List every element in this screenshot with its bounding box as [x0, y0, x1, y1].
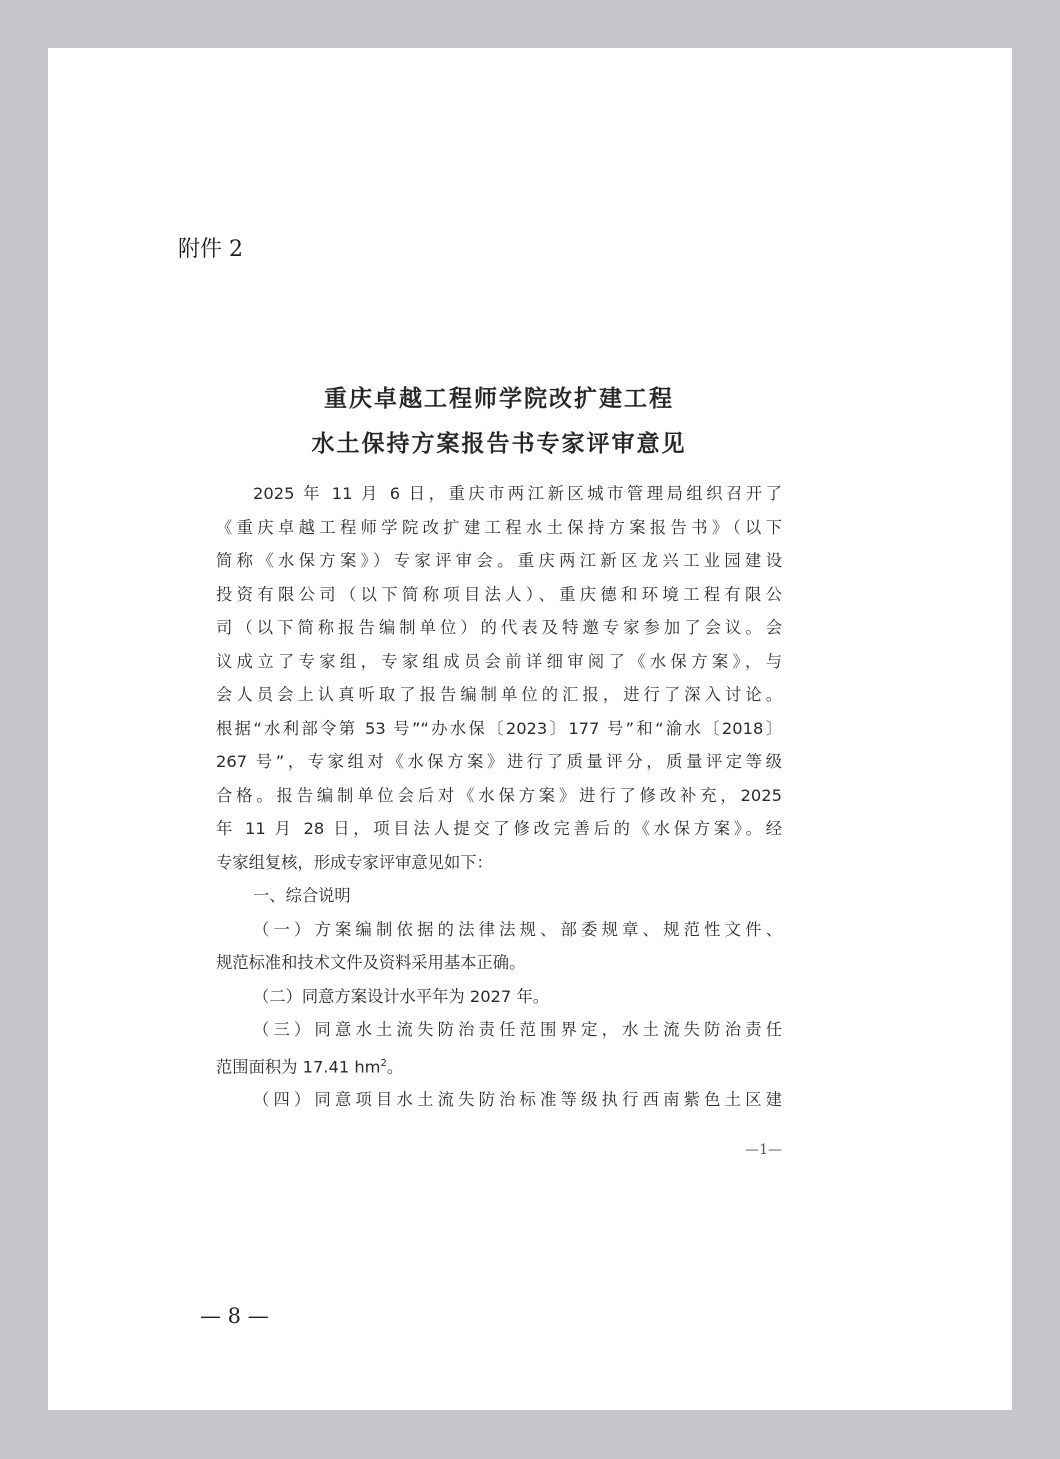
superscript: 2	[380, 1057, 387, 1069]
item-line: 规范标准和技术文件及资料采用基本正确。	[216, 953, 526, 972]
paragraph-line: 合格。报告编制单位会后对《水保方案》进行了修改补充，2025	[216, 785, 782, 805]
paragraph-line: 2025 年 11 月 6 日，重庆市两江新区城市管理局组织召开了	[253, 484, 782, 503]
paragraph-line: 会人员会上认真听取了报告编制单位的汇报，进行了深入讨论。	[216, 685, 782, 704]
outer-page-number: — 8 —	[200, 1304, 269, 1328]
section-heading: 一、综合说明	[253, 886, 351, 905]
item-line: （四）同意项目水土流失防治标准等级执行西南紫色土区建	[253, 1090, 782, 1110]
document-title-line-1: 重庆卓越工程师学院改扩建工程	[324, 386, 674, 412]
item-text: 范围面积为 17.41 hm	[216, 1056, 381, 1076]
item-line: （三）同意水土流失防治责任范围界定，水土流失防治责任	[253, 1020, 782, 1039]
document-title-line-2: 水土保持方案报告书专家评审意见	[311, 431, 687, 457]
item-line: （二）同意方案设计水平年为 2027 年。	[253, 986, 550, 1006]
paragraph-line: 投资有限公司（以下简称项目法人）、重庆德和环境工程有限公	[216, 584, 782, 604]
paragraph-line: 《重庆卓越工程师学院改扩建工程水土保持方案报告书》（以下	[216, 517, 782, 537]
paragraph-line: 年 11 月 28 日，项目法人提交了修改完善后的《水保方案》。经	[216, 819, 782, 838]
paragraph-line: 267 号”，专家组对《水保方案》进行了质量评分，质量评定等级	[216, 752, 782, 771]
inner-page-number: —1—	[745, 1142, 782, 1158]
document-body	[216, 477, 782, 1117]
attachment-label: 附件 2	[178, 237, 243, 262]
paragraph-line: 议成立了专家组，专家组成员会前详细审阅了《水保方案》，与	[216, 651, 782, 671]
paragraph-line: 专家组复核，形成专家评审意见如下：	[216, 852, 493, 872]
paragraph-line: 简称《水保方案》）专家评审会。重庆两江新区龙兴工业园建设	[216, 551, 782, 570]
paragraph-line: 根据“水利部令第 53 号”“办水保〔2023〕177 号”和“渝水〔2018〕	[216, 718, 782, 738]
paragraph-line: 司（以下简称报告编制单位）的代表及特邀专家参加了会议。会	[216, 618, 782, 637]
item-text-end: 。	[386, 1056, 404, 1076]
item-line: （一）方案编制依据的法律法规、部委规章、规范性文件、	[253, 919, 782, 939]
item-line	[216, 1047, 782, 1084]
